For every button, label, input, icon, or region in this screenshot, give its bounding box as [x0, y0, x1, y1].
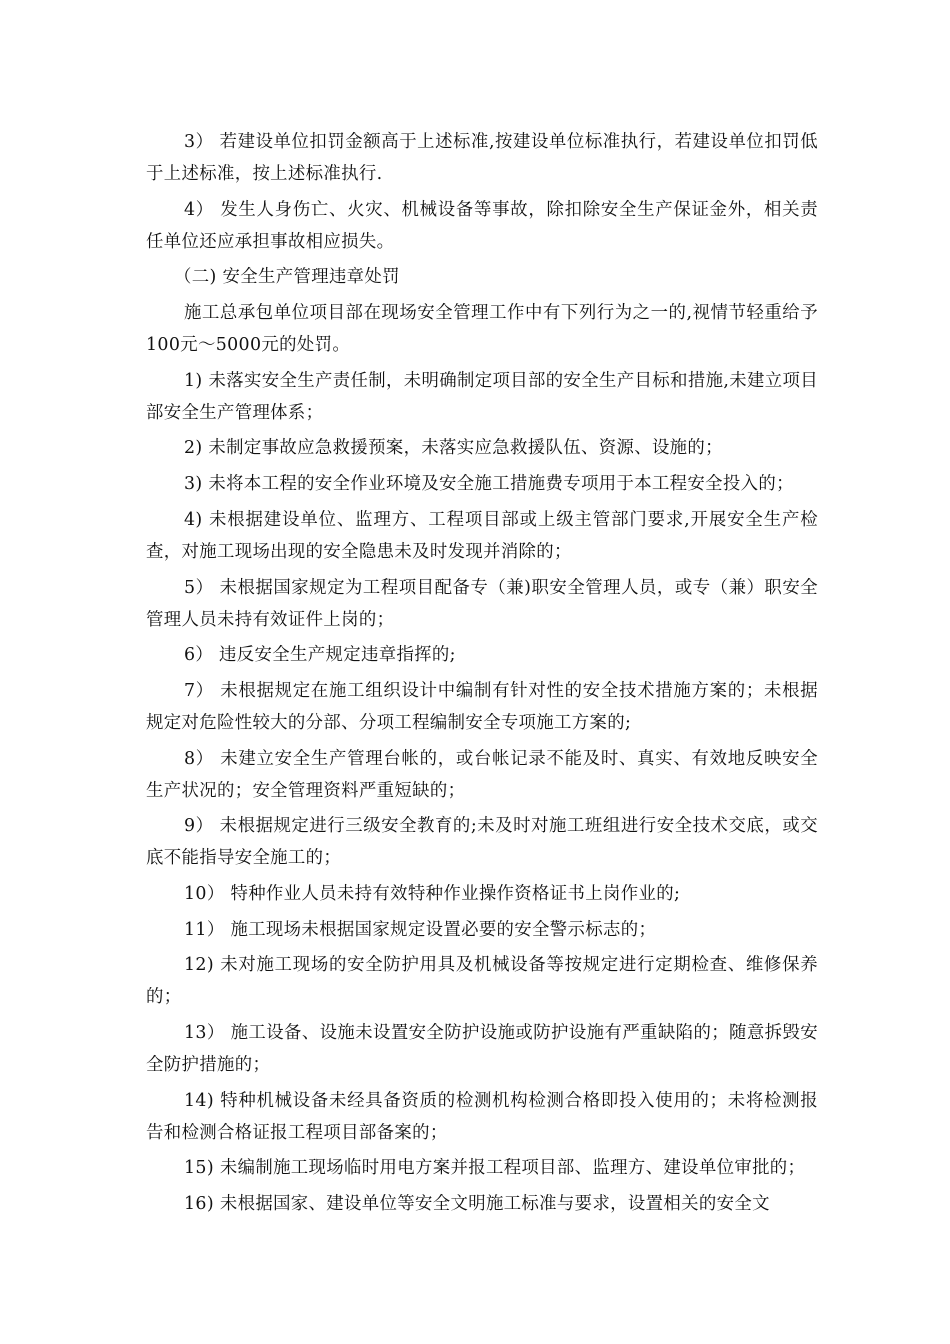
violation-item-10: 10） 特种作业人员未持有效特种作业操作资格证书上岗作业的;: [184, 883, 681, 904]
section-heading: （二) 安全生产管理违章处罚: [174, 267, 400, 288]
violation-item-1: 1) 未落实安全生产责任制，未明确制定项目部的安全生产目标和措施,未建立项目部安全生产管理体系；: [146, 370, 818, 423]
violation-item-2: 2) 未制定事故应急救援预案，未落实应急救援队伍、资源、设施的；: [184, 438, 723, 459]
paragraph-item-4: 4） 发生人身伤亡、火灾、机械设备等事故，除扣除安全生产保证金外，相关责任单位还应承担事故相应损失。: [146, 199, 818, 252]
violation-item-12: 12) 未对施工现场的安全防护用具及机械设备等按规定进行定期检查、维修保养的；: [146, 955, 818, 1008]
violation-item-5: 5） 未根据国家规定为工程项目配备专（兼)职安全管理人员，或专（兼）职安全管理人员未持有效证件上岗的；: [146, 577, 818, 630]
violation-item-6: 6） 违反安全生产规定违章指挥的;: [184, 645, 456, 666]
document-body: [146, 126, 818, 1224]
paragraph-item-3: 3） 若建设单位扣罚金额高于上述标准,按建设单位标准执行，若建设单位扣罚低于上述标准，按上述标准执行.: [146, 132, 818, 184]
violation-item-3: 3) 未将本工程的安全作业环境及安全施工措施费专项用于本工程安全投入的；: [184, 474, 794, 495]
violation-item-14: 14) 特种机械设备未经具备资质的检测机构检测合格即投入使用的；未将检测报告和检测合格证报工程项目部备案的；: [146, 1090, 818, 1143]
violation-item-16: 16) 未根据国家、建设单位等安全文明施工标准与要求，设置相关的安全文: [184, 1194, 770, 1215]
violation-item-4: 4) 未根据建设单位、监理方、工程项目部或上级主管部门要求,开展安全生产检查，对施工现场出现的安全隐患未及时发现并消除的；: [146, 509, 818, 562]
violation-item-7: 7） 未根据规定在施工组织设计中编制有针对性的安全技术措施方案的；未根据规定对危险性较大的分部、分项工程编制安全专项施工方案的;: [146, 680, 818, 733]
violation-item-8: 8） 未建立安全生产管理台帐的，或台帐记录不能及时、真实、有效地反映安全生产状况的；安全管理资料严重短缺的；: [146, 748, 818, 801]
violation-item-11: 11） 施工现场未根据国家规定设置必要的安全警示标志的；: [184, 919, 657, 940]
violation-item-9: 9） 未根据规定进行三级安全教育的;未及时对施工班组进行安全技术交底，或交底不能指导安全施工的；: [146, 816, 818, 869]
violation-item-13: 13） 施工设备、设施未设置安全防护设施或防护设施有严重缺陷的；随意拆毁安全防护措施的；: [146, 1023, 818, 1075]
violation-item-15: 15) 未编制施工现场临时用电方案并报工程项目部、监理方、建设单位审批的；: [184, 1158, 806, 1179]
section-intro: 施工总承包单位项目部在现场安全管理工作中有下列行为之一的,视情节轻重给予100元～5000元的处罚。: [146, 303, 818, 356]
